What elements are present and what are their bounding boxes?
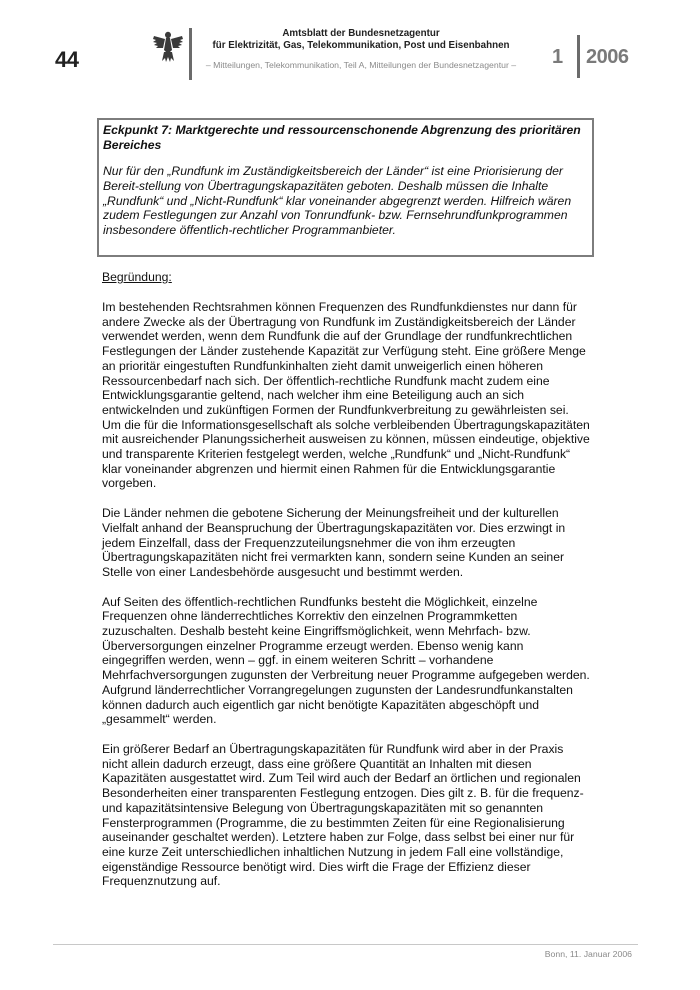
page-number: 44 xyxy=(55,47,79,72)
section-heading: Begründung: xyxy=(102,270,172,284)
header-title-line1: Amtsblatt der Bundesnetzagentur xyxy=(282,28,440,39)
paragraph: Ein größerer Bedarf an Übertragungskapazitäten für Rundfunk wird aber in der Praxis nicht allein dadurch erzeugt, dass eine größere Quantität an Inhalten mit diesen Kapazitäten ausgestattet wird. Zum Teil wird auch der Bedarf an örtlichen und regionalen Besonderheiten einer transparenten Festlegung entzogen. Dies gilt z. B. für die frequenz- und kapazitätsintensive Belegung von Übertragungskapazitäten mit so genannten Fensterprogrammen (Programme, die zu bestimmten Zeiten für eine Regionalisierung auseinander geschaltet werden). Letztere haben zur Folge, dass selbst bei einer nur für eine kurze Zeit unterschiedlichen inhaltlichen Nutzung in jedem Fall eine vollständige, eigenständige Ressource benötigt wird. Dies wirft die Frage der Effizienz dieser Frequenznutzung auf. xyxy=(102,741,584,889)
issue-year: 2006 xyxy=(586,46,629,68)
eckpunkt-body: Nur für den „Rundfunk im Zuständigkeitsbereich der Länder“ ist eine Priorisierung der Bereit-stellung von Übertragungskapazitäten geboten. Deshalb müssen die Inhalte „Rundfunk“ und „Nicht-Rundfunk“ klar voneinander abgegrenzt werden. Hilfreich wären zudem Festlegungen zur Anzahl von Tonrundfunk- bzw. Fernsehrundfunkprogrammen insbesondere öffentlich-rechtlicher Programmanbieter. xyxy=(103,164,572,238)
header-title-block xyxy=(190,28,532,71)
eckpunkt-title: Eckpunkt 7: Marktgerechte und ressourcenschonende Abgrenzung des prioritären Bereiches xyxy=(103,123,581,152)
paragraph: Auf Seiten des öffentlich-rechtlichen Rundfunks besteht die Möglichkeit, einzelne Frequenzen ohne länderrechtliches Korrektiv den einzelnen Programmketten zuzuschalten. Deshalb besteht keine Eingriffsmöglichkeit, wenn Mehrfach- bzw. Überversorgungen einzelner Programme erzeugt werden. Ebenso wenig kann eingegriffen werden, wenn – ggf. in einem weiteren Schritt – vorhandene Mehrfachversorgungen zugunsten der Verbreitung neuer Programme aufgegeben werden. Aufgrund länderrechtlicher Vorrangregelungen zugunsten der Landesrundfunkanstalten können dadurch auch eigentlich gar nicht benötigte Kapazitäten abgeschöpft und „gesammelt“ werden. xyxy=(102,594,590,727)
issue-number: 1 xyxy=(552,46,564,68)
eckpunkt-box xyxy=(97,118,594,257)
main-content xyxy=(102,270,590,889)
paragraph: Die Länder nehmen die gebotene Sicherung der Meinungsfreiheit und der kulturellen Vielfalt anhand der Beanspruchung der Übertragungskapazitäten vor. Dies erzwingt in jedem Einzelfall, dass der Frequenzzuteilungsnehmer die von ihm erzeugten Übertragungskapazitäten nicht frei vermarkten kann, sondern seine Kunden an seiner Stelle von einer Landesbehörde ausgesucht und bestimmt werden. xyxy=(102,506,566,579)
footer-divider xyxy=(53,944,638,945)
footer-date: Bonn, 11. Januar 2006 xyxy=(544,949,632,959)
header-subtitle: – Mitteilungen, Telekommunikation, Teil A, Mitteilungen der Bundesnetzagentur – xyxy=(205,60,517,70)
paragraph: Im bestehenden Rechtsrahmen können Frequenzen des Rundfunkdienstes nur dann für andere Zwecke als der Übertragung von Rundfunk im Zuständigkeitsbereich der Länder verwendet werden, wenn dem Rundfunk die auf der Grundlage der rundfunkrechtlichen Festlegungen der Länder zustehende Kapazität zur Verfügung steht. Eine größere Menge an prioritär eingestuften Rundfunkinhalten zieht damit unweigerlich einen höheren Ressourcenbedarf nach sich. Der öffentlich-rechtliche Rundfunk macht zudem eine Entwicklungsgarantie geltend, nach welcher ihm eine Beteiligung auch an sich entwickelnden und zukünftigen Formen der Rundfunkverbreitung zu gewährleisten sei. Um die für die Informationsgesellschaft als solche verbleibenden Übertragungskapazitäten mit ausreichender Planungssicherheit ausweisen zu können, müssen eindeutige, objektive und transparente Kriterien festgelegt werden, welche „Rundfunk“ und „Nicht-Rundfunk“ klar voneinander abgrenzen und hiermit einen Rahmen für die Entwicklungsgarantie vorgeben. xyxy=(102,300,590,491)
federal-eagle-icon xyxy=(152,28,184,64)
header-divider-right xyxy=(577,35,580,78)
header-title-line2: für Elektrizität, Gas, Telekommunikation, Post und Eisenbahnen xyxy=(212,40,510,51)
